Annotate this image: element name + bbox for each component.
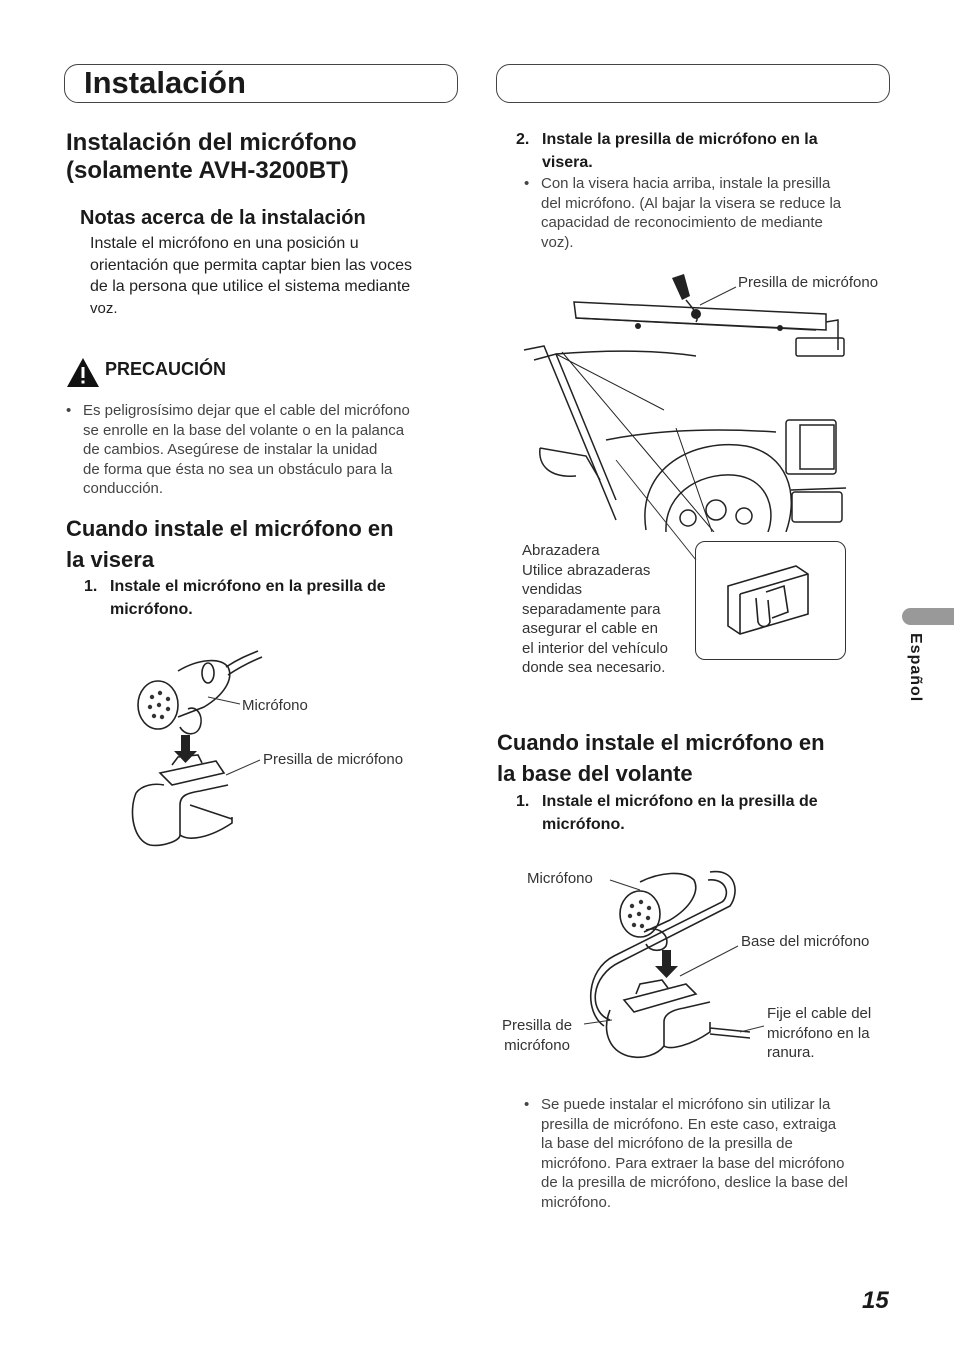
page-number: 15 bbox=[862, 1287, 889, 1314]
fig2-clamp-text: Abrazadera Utilice abrazaderas vendidas separadamente para asegurar el cable en el interior del vehículo donde sea necesario. bbox=[522, 542, 668, 676]
fig2-label-clip: Presilla de micrófono bbox=[738, 274, 879, 291]
step2-note: • Con la visera hacia arriba, instale la presilla del micrófono. (Al bajar la visera se reduce la capacidad de reconocimiento de mediante voz). bbox=[524, 175, 842, 251]
notes-heading: Notas acerca de la instalación bbox=[80, 207, 366, 229]
notes-text: Instale el micrófono en una posición u orientación que permita captar bien las voces de la persona que utilice el sistema mediante voz. bbox=[90, 235, 412, 317]
fig3-label-clip: Presilla de micrófono bbox=[502, 1017, 573, 1054]
fig1-label-clip: Presilla de micrófono bbox=[263, 751, 404, 768]
wheel-section-title: Cuando instale el micrófono en la base del volante bbox=[497, 730, 825, 786]
fig1-label-mic: Micrófono bbox=[242, 697, 308, 714]
fig3-label-cable: Fije el cable del micrófono en la ranura. bbox=[767, 1005, 872, 1061]
language-label: Español bbox=[907, 633, 924, 703]
step-1-wheel: 1. Instale el micrófono en la presilla de micrófono. bbox=[516, 793, 818, 833]
step-1-visor: 1. Instale el micrófono en la presilla de micrófono. bbox=[84, 578, 386, 618]
step-2-visor: 2. Instale la presilla de micrófono en la visera. bbox=[516, 131, 818, 171]
final-note: • Se puede instalar el micrófono sin utilizar la presilla de micrófono. En este caso, extraiga la base del micrófono de la presilla de micrófono. Para extraer la base del micrófono de la presilla de micrófono, deslice la base del micrófono. bbox=[524, 1096, 848, 1211]
caution-bullet: • Es peligrosísimo dejar que el cable del micrófono se enrolle en la base del volante o en la palanca de cambios. Asegúrese de instalar la unidad de forma que ésta no sea un obstáculo para la conducción. bbox=[66, 402, 410, 497]
fig3-label-mic: Micrófono bbox=[527, 870, 593, 887]
fig3-label-base: Base del micrófono bbox=[741, 933, 870, 950]
section-title: Instalación del micrófono (solamente AVH-3200BT) bbox=[66, 129, 357, 184]
caution-heading: PRECAUCIÓN bbox=[105, 359, 227, 379]
language-tab bbox=[902, 608, 954, 625]
page-title: Instalación bbox=[84, 65, 246, 100]
visor-section-title: Cuando instale el micrófono en la visera bbox=[66, 516, 394, 572]
